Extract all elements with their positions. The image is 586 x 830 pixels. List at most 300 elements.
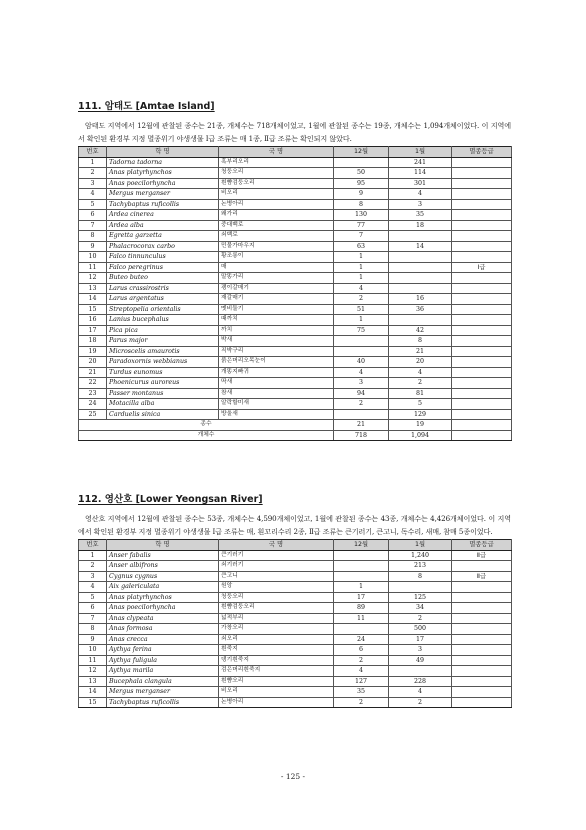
cell-scientific-name: Phalacrocorax carbo — [107, 241, 219, 252]
cell-december: 51 — [334, 304, 389, 315]
cell-no: 12 — [79, 273, 107, 284]
cell-january: 17 — [389, 634, 452, 645]
table-row — [79, 592, 512, 603]
cell-december: 4 — [334, 283, 389, 294]
cell-december: 77 — [334, 220, 389, 231]
cell-grade — [452, 273, 512, 284]
cell-no: 8 — [79, 231, 107, 242]
cell-december: 130 — [334, 210, 389, 221]
cell-january: 301 — [389, 178, 452, 189]
summary-row — [79, 430, 512, 441]
table-row — [79, 283, 512, 294]
cell-january — [389, 231, 452, 242]
cell-scientific-name: Egretta garzetta — [107, 231, 219, 242]
cell-december: 40 — [334, 357, 389, 368]
cell-no: 25 — [79, 409, 107, 420]
cell-january: 228 — [389, 676, 452, 687]
cell-scientific-name: Parus major — [107, 336, 219, 347]
cell-korean-name: 알락할미새 — [219, 399, 334, 410]
table-row — [79, 676, 512, 687]
cell-korean-name: 붉은머리오목눈이 — [219, 357, 334, 368]
cell-korean-name: 까치 — [219, 325, 334, 336]
cell-no: 1 — [79, 550, 107, 561]
table-header-row — [79, 147, 512, 158]
cell-korean-name: 논병아리 — [219, 199, 334, 210]
table-row — [79, 262, 512, 273]
cell-december: 8 — [334, 199, 389, 210]
cell-grade — [452, 189, 512, 200]
cell-december: 1 — [334, 262, 389, 273]
table-row — [79, 220, 512, 231]
cell-grade — [452, 220, 512, 231]
cell-scientific-name: Ardea cinerea — [107, 210, 219, 221]
cell-no: 2 — [79, 168, 107, 179]
cell-no: 18 — [79, 336, 107, 347]
cell-january: 8 — [389, 571, 452, 582]
cell-scientific-name: Aix galericulata — [107, 582, 219, 593]
cell-scientific-name: Microscelis amaurotis — [107, 346, 219, 357]
cell-korean-name: 개똥지빠귀 — [219, 367, 334, 378]
cell-december: 6 — [334, 645, 389, 656]
cell-no: 23 — [79, 388, 107, 399]
cell-no: 1 — [79, 157, 107, 168]
cell-korean-name: 흰뺨검둥오리 — [219, 178, 334, 189]
cell-korean-name: 쇠백로 — [219, 231, 334, 242]
cell-korean-name: 원앙 — [219, 582, 334, 593]
table-row — [79, 550, 512, 561]
cell-no: 2 — [79, 561, 107, 572]
table-row — [79, 157, 512, 168]
table-row — [79, 241, 512, 252]
cell-grade — [452, 367, 512, 378]
header-december: 12월 — [334, 147, 389, 158]
cell-grade — [452, 697, 512, 708]
cell-scientific-name: Phoenicurus auroreus — [107, 378, 219, 389]
section-lower-yeongsan-river — [78, 493, 511, 708]
cell-scientific-name: Cygnus cygnus — [107, 571, 219, 582]
cell-january: 3 — [389, 645, 452, 656]
cell-no: 4 — [79, 189, 107, 200]
cell-scientific-name: Anas crecca — [107, 634, 219, 645]
cell-no: 3 — [79, 571, 107, 582]
cell-january: 500 — [389, 624, 452, 635]
cell-no: 8 — [79, 624, 107, 635]
cell-december: 2 — [334, 294, 389, 305]
cell-grade — [452, 378, 512, 389]
cell-no: 12 — [79, 666, 107, 677]
cell-korean-name: 왜가리 — [219, 210, 334, 221]
cell-scientific-name: Tadorna tadorna — [107, 157, 219, 168]
cell-korean-name: 참새 — [219, 388, 334, 399]
cell-grade — [452, 388, 512, 399]
header-no: 번호 — [79, 147, 107, 158]
cell-korean-name: 재갈매기 — [219, 294, 334, 305]
cell-december: 63 — [334, 241, 389, 252]
cell-no: 14 — [79, 687, 107, 698]
cell-korean-name: 쇠기러기 — [219, 561, 334, 572]
cell-grade — [452, 304, 512, 315]
summary-january: 19 — [389, 420, 452, 431]
cell-january: 213 — [389, 561, 452, 572]
cell-january: 18 — [389, 220, 452, 231]
table-row — [79, 231, 512, 242]
cell-december — [334, 561, 389, 572]
cell-korean-name: 흰죽지 — [219, 645, 334, 656]
cell-no: 6 — [79, 603, 107, 614]
cell-korean-name: 댕기흰죽지 — [219, 655, 334, 666]
cell-grade — [452, 592, 512, 603]
cell-scientific-name: Tachybaptus ruficollis — [107, 697, 219, 708]
bird-survey-table — [78, 146, 512, 441]
table-row — [79, 367, 512, 378]
cell-january — [389, 283, 452, 294]
cell-january — [389, 252, 452, 263]
table-header-row — [79, 540, 512, 551]
table-row — [79, 178, 512, 189]
cell-december: 3 — [334, 378, 389, 389]
table-row — [79, 645, 512, 656]
table-row — [79, 634, 512, 645]
cell-grade — [452, 603, 512, 614]
cell-no: 16 — [79, 315, 107, 326]
header-scientific-name: 학 명 — [107, 540, 219, 551]
summary-december: 21 — [334, 420, 389, 431]
cell-korean-name: 청둥오리 — [219, 168, 334, 179]
cell-korean-name: 흰뺨오리 — [219, 676, 334, 687]
cell-december: 4 — [334, 666, 389, 677]
cell-no: 5 — [79, 199, 107, 210]
cell-december: 11 — [334, 613, 389, 624]
table-row — [79, 603, 512, 614]
cell-scientific-name: Paradoxornis webbianus — [107, 357, 219, 368]
cell-december: 127 — [334, 676, 389, 687]
cell-january — [389, 273, 452, 284]
table-row — [79, 666, 512, 677]
cell-no: 20 — [79, 357, 107, 368]
table-row — [79, 378, 512, 389]
cell-scientific-name: Pica pica — [107, 325, 219, 336]
cell-scientific-name: Falco peregrinus — [107, 262, 219, 273]
section-paragraph: 영산호 지역에서 12월에 관찰된 종수는 53종, 개체수는 4,590개체이었고, 1월에 관찰된 종수는 43종, 개체수는 4,426개체이었다. 이 지역에서 확인된 환경부 지정 멸종위기 야생생물 Ⅰ급 조류는 매, 흰꼬리수리 2종, Ⅱ급 조류는 큰기러기, 큰고니, 독수리, 새매, 참매 5종이었다. — [78, 514, 511, 536]
cell-grade — [452, 357, 512, 368]
cell-korean-name: 매 — [219, 262, 334, 273]
cell-december: 24 — [334, 634, 389, 645]
cell-december — [334, 624, 389, 635]
cell-grade — [452, 294, 512, 305]
cell-december: 17 — [334, 592, 389, 603]
cell-korean-name: 혹부리오리 — [219, 157, 334, 168]
cell-korean-name: 민물가마우지 — [219, 241, 334, 252]
cell-january: 3 — [389, 199, 452, 210]
cell-scientific-name: Anas platyrhynchos — [107, 168, 219, 179]
cell-no: 6 — [79, 210, 107, 221]
cell-december: 2 — [334, 697, 389, 708]
cell-scientific-name: Ardea alba — [107, 220, 219, 231]
cell-no: 10 — [79, 645, 107, 656]
cell-january: 2 — [389, 613, 452, 624]
cell-scientific-name: Falco tinnunculus — [107, 252, 219, 263]
cell-january: 34 — [389, 603, 452, 614]
table-row — [79, 571, 512, 582]
cell-korean-name: 딱새 — [219, 378, 334, 389]
cell-january — [389, 666, 452, 677]
header-december: 12월 — [334, 540, 389, 551]
cell-scientific-name: Anser albifrons — [107, 561, 219, 572]
cell-no: 11 — [79, 655, 107, 666]
cell-december: 1 — [334, 315, 389, 326]
cell-grade — [452, 178, 512, 189]
cell-grade: Ⅱ급 — [452, 550, 512, 561]
cell-december: 89 — [334, 603, 389, 614]
cell-grade — [452, 666, 512, 677]
table-row — [79, 199, 512, 210]
cell-scientific-name: Anser fabalis — [107, 550, 219, 561]
table-row — [79, 346, 512, 357]
cell-korean-name: 넓적부리 — [219, 613, 334, 624]
section-title: 111. 암태도 [Amtae Island] — [78, 101, 215, 112]
cell-korean-name: 논병아리 — [219, 697, 334, 708]
cell-korean-name: 직박구리 — [219, 346, 334, 357]
cell-korean-name: 가창오리 — [219, 624, 334, 635]
cell-january: 5 — [389, 399, 452, 410]
cell-january: 114 — [389, 168, 452, 179]
bird-survey-table — [78, 539, 512, 708]
cell-grade: Ⅱ급 — [452, 571, 512, 582]
summary-december: 718 — [334, 430, 389, 441]
cell-grade — [452, 676, 512, 687]
cell-grade — [452, 582, 512, 593]
summary-row — [79, 420, 512, 431]
section-amtae-island — [78, 100, 511, 441]
cell-december: 50 — [334, 168, 389, 179]
cell-scientific-name: Tachybaptus ruficollis — [107, 199, 219, 210]
cell-january: 129 — [389, 409, 452, 420]
cell-scientific-name: Aythya ferina — [107, 645, 219, 656]
table-row — [79, 613, 512, 624]
cell-scientific-name: Buteo buteo — [107, 273, 219, 284]
cell-korean-name: 괭이갈매기 — [219, 283, 334, 294]
cell-no: 7 — [79, 220, 107, 231]
cell-december — [334, 550, 389, 561]
cell-january: 81 — [389, 388, 452, 399]
cell-scientific-name: Turdus eunomus — [107, 367, 219, 378]
cell-grade — [452, 687, 512, 698]
table-row — [79, 252, 512, 263]
cell-december: 4 — [334, 367, 389, 378]
cell-no: 9 — [79, 634, 107, 645]
table-row — [79, 336, 512, 347]
header-scientific-name: 학 명 — [107, 147, 219, 158]
cell-korean-name: 박새 — [219, 336, 334, 347]
cell-december: 95 — [334, 178, 389, 189]
cell-grade — [452, 624, 512, 635]
cell-december: 2 — [334, 655, 389, 666]
cell-scientific-name: Anas platyrhynchos — [107, 592, 219, 603]
header-january: 1월 — [389, 540, 452, 551]
cell-scientific-name: Anas clypeata — [107, 613, 219, 624]
cell-december: 94 — [334, 388, 389, 399]
cell-scientific-name: Carduelis sinica — [107, 409, 219, 420]
cell-january: 35 — [389, 210, 452, 221]
cell-january: 2 — [389, 378, 452, 389]
cell-korean-name: 황조롱이 — [219, 252, 334, 263]
cell-january: 20 — [389, 357, 452, 368]
cell-scientific-name: Aythya fuligula — [107, 655, 219, 666]
cell-grade — [452, 157, 512, 168]
cell-korean-name: 멧비둘기 — [219, 304, 334, 315]
cell-no: 15 — [79, 697, 107, 708]
cell-no: 19 — [79, 346, 107, 357]
cell-december — [334, 571, 389, 582]
cell-korean-name: 말똥가리 — [219, 273, 334, 284]
cell-grade — [452, 252, 512, 263]
table-row — [79, 409, 512, 420]
cell-grade — [452, 168, 512, 179]
table-row — [79, 582, 512, 593]
header-endangered-grade: 멸종등급 — [452, 147, 512, 158]
cell-january: 14 — [389, 241, 452, 252]
cell-january: 21 — [389, 346, 452, 357]
cell-january — [389, 315, 452, 326]
cell-december: 7 — [334, 231, 389, 242]
cell-no: 13 — [79, 283, 107, 294]
cell-january: 36 — [389, 304, 452, 315]
cell-grade — [452, 645, 512, 656]
table-row — [79, 304, 512, 315]
cell-grade — [452, 613, 512, 624]
summary-january: 1,094 — [389, 430, 452, 441]
cell-no: 9 — [79, 241, 107, 252]
cell-grade — [452, 399, 512, 410]
cell-grade — [452, 346, 512, 357]
cell-scientific-name: Aythya marila — [107, 666, 219, 677]
cell-december: 1 — [334, 273, 389, 284]
section-paragraph: 암태도 지역에서 12월에 관찰된 종수는 21종, 개체수는 718개체이었고, 1월에 관찰된 종수는 19종, 개체수는 1,094개체이었다. 이 지역에서 확인된 환경부 지정 멸종위기 야생생물 Ⅰ급 조류는 매 1종, Ⅱ급 조류는 확인되지 않았다. — [78, 121, 511, 143]
cell-scientific-name: Mergus merganser — [107, 189, 219, 200]
cell-no: 22 — [79, 378, 107, 389]
cell-grade — [452, 655, 512, 666]
cell-korean-name: 중대백로 — [219, 220, 334, 231]
table-row — [79, 315, 512, 326]
table-row — [79, 399, 512, 410]
cell-korean-name: 비오리 — [219, 687, 334, 698]
cell-grade — [452, 210, 512, 221]
cell-no: 7 — [79, 613, 107, 624]
cell-no: 21 — [79, 367, 107, 378]
table-row — [79, 168, 512, 179]
cell-korean-name: 큰기러기 — [219, 550, 334, 561]
cell-no: 4 — [79, 582, 107, 593]
cell-no: 10 — [79, 252, 107, 263]
cell-korean-name: 때까치 — [219, 315, 334, 326]
cell-december: 1 — [334, 582, 389, 593]
cell-scientific-name: Mergus merganser — [107, 687, 219, 698]
cell-no: 11 — [79, 262, 107, 273]
header-korean-name: 국 명 — [219, 147, 334, 158]
cell-scientific-name: Passer montanus — [107, 388, 219, 399]
cell-january: 49 — [389, 655, 452, 666]
cell-grade — [452, 634, 512, 645]
table-row — [79, 273, 512, 284]
section-title: 112. 영산호 [Lower Yeongsan River] — [78, 494, 263, 505]
cell-scientific-name: Larus argentatus — [107, 294, 219, 305]
cell-grade — [452, 241, 512, 252]
cell-december — [334, 157, 389, 168]
table-row — [79, 189, 512, 200]
table-row — [79, 687, 512, 698]
cell-december — [334, 346, 389, 357]
table-row — [79, 357, 512, 368]
cell-korean-name: 비오리 — [219, 189, 334, 200]
header-endangered-grade: 멸종등급 — [452, 540, 512, 551]
cell-january: 241 — [389, 157, 452, 168]
cell-grade — [452, 409, 512, 420]
cell-scientific-name: Streptopelia orientalis — [107, 304, 219, 315]
cell-korean-name: 방울새 — [219, 409, 334, 420]
table-row — [79, 624, 512, 635]
cell-korean-name: 큰고니 — [219, 571, 334, 582]
cell-no: 5 — [79, 592, 107, 603]
cell-scientific-name: Motacilla alba — [107, 399, 219, 410]
summary-grade — [452, 420, 512, 431]
header-no: 번호 — [79, 540, 107, 551]
cell-grade: Ⅰ급 — [452, 262, 512, 273]
cell-december: 9 — [334, 189, 389, 200]
cell-january: 4 — [389, 189, 452, 200]
table-row — [79, 561, 512, 572]
table-row — [79, 697, 512, 708]
table-row — [79, 210, 512, 221]
cell-december — [334, 409, 389, 420]
cell-december: 75 — [334, 325, 389, 336]
page-number: - 125 - — [280, 772, 306, 781]
cell-no: 14 — [79, 294, 107, 305]
cell-grade — [452, 561, 512, 572]
summary-label: 개체수 — [79, 430, 334, 441]
cell-scientific-name: Anas poecilorhyncha — [107, 603, 219, 614]
cell-january: 8 — [389, 336, 452, 347]
cell-december — [334, 336, 389, 347]
table-row — [79, 655, 512, 666]
cell-january: 4 — [389, 367, 452, 378]
cell-january: 125 — [389, 592, 452, 603]
cell-january — [389, 262, 452, 273]
cell-grade — [452, 336, 512, 347]
cell-scientific-name: Larus crassirostris — [107, 283, 219, 294]
header-january: 1월 — [389, 147, 452, 158]
summary-label: 종수 — [79, 420, 334, 431]
cell-january: 1,240 — [389, 550, 452, 561]
cell-scientific-name: Anas formosa — [107, 624, 219, 635]
cell-grade — [452, 325, 512, 336]
cell-korean-name: 흰뺨검둥오리 — [219, 603, 334, 614]
cell-december: 2 — [334, 399, 389, 410]
cell-grade — [452, 315, 512, 326]
cell-scientific-name: Lanius bucephalus — [107, 315, 219, 326]
cell-grade — [452, 283, 512, 294]
cell-no: 15 — [79, 304, 107, 315]
summary-grade — [452, 430, 512, 441]
cell-grade — [452, 231, 512, 242]
cell-january: 4 — [389, 687, 452, 698]
cell-grade — [452, 199, 512, 210]
cell-korean-name: 쇠오리 — [219, 634, 334, 645]
cell-january: 2 — [389, 697, 452, 708]
table-row — [79, 388, 512, 399]
cell-no: 3 — [79, 178, 107, 189]
cell-no: 13 — [79, 676, 107, 687]
cell-december: 35 — [334, 687, 389, 698]
